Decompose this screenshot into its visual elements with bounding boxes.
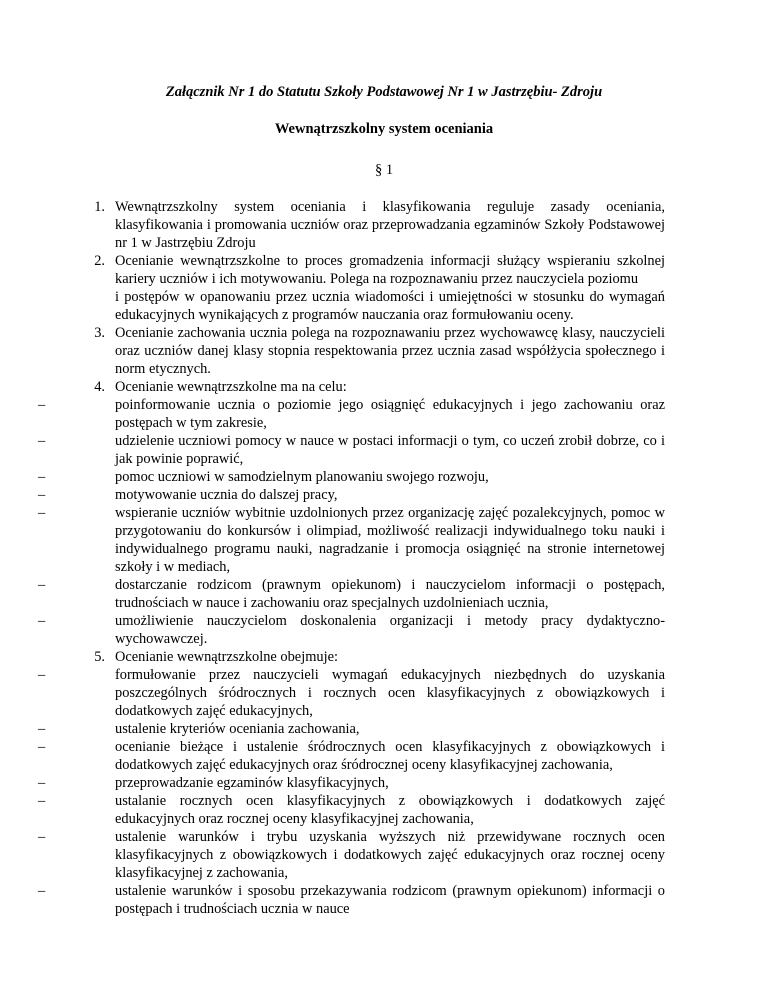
paragraph-number: 3. xyxy=(94,325,105,341)
bullet-item xyxy=(38,504,665,576)
bullet-dash: – xyxy=(38,883,46,899)
numbered-paragraph xyxy=(94,378,665,396)
item-text: motywowanie ucznia do dalszej pracy, xyxy=(115,487,338,503)
item-text: Ocenianie wewnątrzszkolne ma na celu: xyxy=(115,379,347,395)
bullet-item xyxy=(38,612,665,648)
paragraph-number: 5. xyxy=(94,649,105,665)
item-text: Ocenianie zachowania ucznia polega na rozpoznawaniu przez wychowawcę klasy, nauczycieli oraz uczniów danej klasy stopnia respektowania przez ucznia zasad współżycia społecznego i norm etycznych. xyxy=(115,325,665,377)
item-text: wspieranie uczniów wybitnie uzdolnionych przez organizację zajęć pozalekcyjnych, pomoc w przygotowaniu do konkursów i olimpiad, możliwość realizacji indywidualnego toku nauki i indywidualnego programu nauki, nagradzanie i promocja osiągnięć na stronie internetowej szkoły i w mediach, xyxy=(115,505,665,575)
item-text: Wewnątrzszkolny system oceniania i klasyfikowania reguluje zasady oceniania, klasyfikowania i promowania uczniów oraz przeprowadzania egzaminów Szkoły Podstawowej nr 1 w Jastrzębiu Zdroju xyxy=(115,199,665,251)
bullet-item xyxy=(38,486,665,504)
bullet-dash: – xyxy=(38,829,46,845)
document-subtitle: Wewnątrzszkolny system oceniania xyxy=(274,121,494,137)
bullet-item xyxy=(38,738,665,774)
bullet-dash: – xyxy=(38,487,46,503)
bullet-dash: – xyxy=(38,505,46,521)
bullet-dash: – xyxy=(38,721,46,737)
bullet-item xyxy=(38,396,665,432)
bullet-dash: – xyxy=(38,433,46,449)
item-text: ustalenie warunków i trybu uzyskania wyższych niż przewidywane rocznych ocen klasyfikacyjnych z obowiązkowych i dodatkowych zajęć edukacyjnych oraz rocznej oceny klasyfikacyjnej z zachowania, xyxy=(115,829,665,881)
section-marker: § 1 xyxy=(374,162,394,178)
item-text: ustalenie warunków i sposobu przekazywania rodzicom (prawnym opiekunom) informacji o postępach i trudnościach ucznia w nauce xyxy=(115,883,665,917)
bullet-dash: – xyxy=(38,775,46,791)
paragraph-number: 1. xyxy=(94,199,105,215)
document-body xyxy=(0,198,768,918)
item-text: ustalanie rocznych ocen klasyfikacyjnych z obowiązkowych i dodatkowych zajęć edukacyjnych oraz rocznej oceny klasyfikacyjnej zachowania, xyxy=(115,793,665,827)
item-text: przeprowadzanie egzaminów klasyfikacyjnych, xyxy=(115,775,389,791)
item-text: ocenianie bieżące i ustalenie śródrocznych ocen klasyfikacyjnych z obowiązkowych i dodatkowych zajęć edukacyjnych oraz śródrocznej oceny klasyfikacyjnej zachowania, xyxy=(115,739,665,773)
item-text: pomoc uczniowi w samodzielnym planowaniu swojego rozwoju, xyxy=(115,469,489,485)
bullet-dash: – xyxy=(38,469,46,485)
item-text: udzielenie uczniowi pomocy w nauce w postaci informacji o tym, co uczeń zrobił dobrze, co i jak powinie poprawić, xyxy=(115,433,665,467)
bullet-item xyxy=(38,774,665,792)
bullet-dash: – xyxy=(38,613,46,629)
bullet-item xyxy=(38,432,665,468)
bullet-item xyxy=(38,828,665,882)
bullet-item xyxy=(38,882,665,918)
bullet-item xyxy=(38,666,665,720)
bullet-item xyxy=(38,468,665,486)
item-text: umożliwienie nauczycielom doskonalenia organizacji i metody pracy dydaktyczno-wychowawczej. xyxy=(115,613,665,647)
bullet-dash: – xyxy=(38,739,46,755)
bullet-dash: – xyxy=(38,577,46,593)
bullet-dash: – xyxy=(38,397,46,413)
numbered-paragraph xyxy=(94,198,665,252)
item-text: Ocenianie wewnątrzszkolne to proces gromadzenia informacji służący wspieraniu szkolnej kariery uczniów i ich motywowaniu. Polega na rozpoznawaniu przez nauczyciela poziomu xyxy=(115,253,665,287)
bullet-item xyxy=(38,720,665,738)
bullet-item xyxy=(38,576,665,612)
item-text: formułowanie przez nauczycieli wymagań edukacyjnych niezbędnych do uzyskania poszczególnych śródrocznych i rocznych ocen klasyfikacyjnych z obowiązkowych i dodatkowych zajęć edukacyjnych, xyxy=(115,667,665,719)
item-text-continuation: i postępów w opanowaniu przez ucznia wiadomości i umiejętności w stosunku do wymagań edukacyjnych wynikających z programów nauczania oraz formułowaniu oceny. xyxy=(115,289,665,323)
bullet-dash: – xyxy=(38,667,46,683)
numbered-paragraph xyxy=(94,252,665,324)
item-text: dostarczanie rodzicom (prawnym opiekunom) i nauczycielom informacji o postępach, trudnościach w nauce i zachowaniu oraz specjalnych uzdolnieniach ucznia, xyxy=(115,577,665,611)
document-title: Załącznik Nr 1 do Statutu Szkoły Podstawowej Nr 1 w Jastrzębiu- Zdroju xyxy=(165,84,603,100)
paragraph-number: 2. xyxy=(94,253,105,269)
paragraph-number: 4. xyxy=(94,379,105,395)
numbered-paragraph xyxy=(94,324,665,378)
item-text: poinformowanie ucznia o poziomie jego osiągnięć edukacyjnych i jego zachowaniu oraz postępach w tym zakresie, xyxy=(115,397,665,431)
numbered-paragraph xyxy=(94,648,665,666)
bullet-dash: – xyxy=(38,793,46,809)
item-text: Ocenianie wewnątrzszkolne obejmuje: xyxy=(115,649,338,665)
item-text: ustalenie kryteriów oceniania zachowania, xyxy=(115,721,360,737)
bullet-item xyxy=(38,792,665,828)
